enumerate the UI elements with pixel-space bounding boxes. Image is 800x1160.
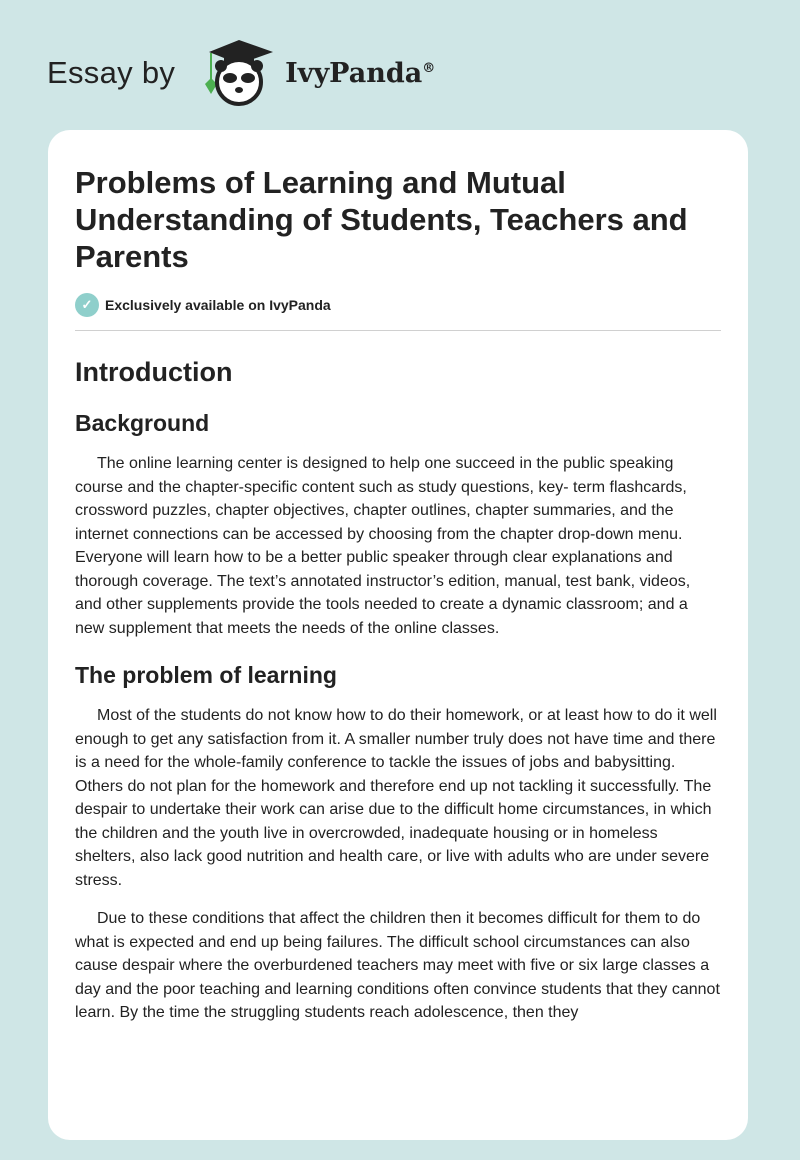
brand-name[interactable] [285, 58, 435, 89]
check-icon: ✓ [75, 293, 99, 317]
paragraph: Due to these conditions that affect the children then it becomes difficult for them to do what is expected and end up being failures. The difficult school circumstances can also cause despair where the overburdened teachers may meet with five or six large classes a day and the poor teaching and learning conditions often convince students that they cannot learn. By the time the struggling students reach adolescence, then they [75, 910, 720, 1021]
essay-by-label: Essay by [47, 55, 176, 90]
divider [75, 330, 721, 331]
registered-mark: ® [422, 60, 436, 76]
essay-card [48, 130, 748, 1140]
essay-title: Problems of Learning and Mutual Understanding of Students, Teachers and Parents [75, 165, 688, 274]
paragraph: Most of the students do not know how to do their homework, or at least how to do it well enough to get any satisfaction from it. A smaller number truly does not have time and there is a need for the whole-family conference to tackle the issues of jobs and babysitting. Others do not plan for the homework and therefore end up not tackling it successfully. The despair to undertake their work can arise due to the difficult home circumstances, in which the children and the youth live in overcrowded, inadequate housing or in homeless shelters, also lack good nutrition and health care, or live with adults who are under severe stress. [75, 707, 717, 889]
paragraph: The online learning center is designed to help one succeed in the public speaking course and the chapter-specific content such as study questions, key- term flashcards, crossword puzzles, chapter objectives, chapter outlines, chapter summaries, and the internet connections can be accessed by choosing from the chapter drop-down menu. Everyone will learn how to be a better public speaker through clear explanations and thorough coverage. The text’s annotated instructor’s edition, manual, test bank, videos, and other supplements provide the tools needed to create a dynamic classroom; and a new supplement that meets the needs of the online classes. [75, 455, 691, 637]
subheading-problem-of-learning: The problem of learning [75, 662, 337, 688]
panda-logo-icon[interactable] [195, 38, 279, 108]
site-header [47, 38, 435, 108]
section-heading-introduction: Introduction [75, 357, 233, 387]
badge-text: Exclusively available on IvyPanda [105, 297, 331, 313]
exclusive-badge [75, 293, 721, 317]
subheading-background: Background [75, 410, 210, 436]
brand-text: IvyPanda [285, 57, 423, 89]
